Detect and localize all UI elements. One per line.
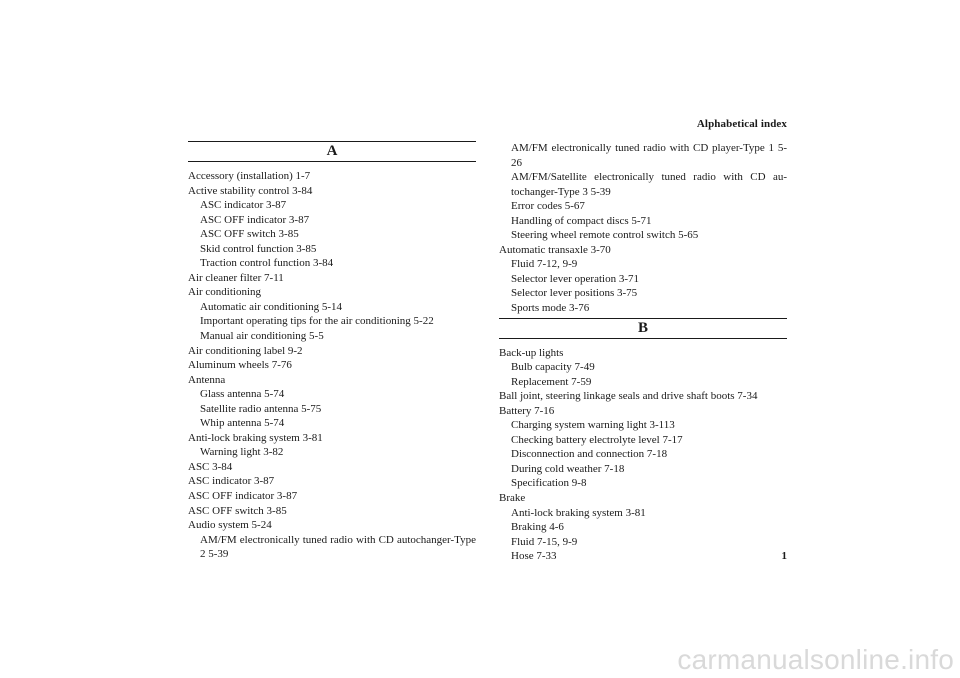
- index-entry: AM/FM electronically tuned radio with CD autochanger-Type 2 5-39: [200, 533, 476, 561]
- index-entry: Air conditioning: [188, 286, 262, 299]
- index-entry: Air cleaner filter 7-11: [188, 271, 284, 284]
- index-column-right: [499, 141, 787, 564]
- index-entry: ASC OFF switch 3-85: [200, 228, 299, 241]
- index-entry: Anti-lock braking system 3-81: [188, 431, 323, 444]
- index-entry: Brake: [499, 492, 526, 505]
- index-entry-list: [188, 169, 476, 562]
- index-entry: Aluminum wheels 7-76: [188, 359, 292, 372]
- index-entry: AM/FM electronically tuned radio with CD player-Type 1 5-26: [511, 142, 787, 169]
- index-entry-list: [499, 346, 787, 564]
- index-entry: Fluid 7-15, 9-9: [511, 535, 578, 548]
- index-entry: Hose 7-33: [511, 550, 557, 563]
- index-entry: Automatic transaxle 3-70: [499, 243, 611, 256]
- index-entry: Braking 4-6: [511, 521, 564, 534]
- index-entry: ASC indicator 3-87: [200, 199, 287, 212]
- section-heading-a: A: [188, 141, 476, 162]
- index-entry: Active stability control 3-84: [188, 184, 313, 197]
- index-entry: Automatic air conditioning 5-14: [200, 300, 343, 313]
- index-entry: Warning light 3-82: [200, 446, 284, 459]
- index-entry: Selector lever operation 3-71: [511, 272, 639, 285]
- index-entry: Sports mode 3-76: [511, 302, 590, 315]
- index-entry: ASC OFF indicator 3-87: [188, 490, 298, 503]
- index-entry: Traction control function 3-84: [200, 257, 334, 270]
- index-entry: Steering wheel remote control switch 5-65: [511, 229, 699, 242]
- index-entry: Antenna: [188, 373, 226, 386]
- index-entry: Disconnection and connection 7-18: [511, 448, 668, 461]
- index-entry: Ball joint, steering linkage seals and drive shaft boots 7-34: [499, 390, 758, 403]
- index-entry: Audio system 5-24: [188, 519, 272, 532]
- index-entry: ASC OFF indicator 3-87: [200, 213, 310, 226]
- index-entry: Anti-lock braking system 3-81: [511, 506, 646, 519]
- index-entry-list-continued: [499, 141, 787, 316]
- index-entry: ASC 3-84: [188, 460, 233, 473]
- index-entry: Air conditioning label 9-2: [188, 344, 303, 357]
- page-number: 1: [781, 550, 787, 562]
- index-entry: Replacement 7-59: [511, 375, 592, 388]
- index-entry: Back-up lights: [499, 346, 564, 359]
- index-entry: Bulb capacity 7-49: [511, 361, 595, 374]
- index-entry: Skid control function 3-85: [200, 242, 317, 255]
- running-header: Alphabetical index: [696, 118, 787, 130]
- index-entry: Error codes 5-67: [511, 200, 585, 213]
- index-entry: Glass antenna 5-74: [200, 388, 285, 401]
- index-entry: Selector lever positions 3-75: [511, 287, 638, 300]
- index-column-left: [188, 141, 476, 562]
- index-entry: Charging system warning light 3-113: [511, 419, 675, 432]
- index-entry: Battery 7-16: [499, 404, 555, 417]
- index-entry: Important operating tips for the air conditioning 5-22: [200, 315, 434, 328]
- index-entry: Specification 9-8: [511, 477, 587, 490]
- index-entry: Manual air conditioning 5-5: [200, 330, 324, 343]
- index-entry: Fluid 7-12, 9-9: [511, 258, 578, 271]
- index-entry: AM/FM/Satellite electronically tuned radio with CD au-tochanger-Type 3 5-39: [511, 171, 787, 198]
- index-entry: ASC indicator 3-87: [188, 475, 275, 488]
- index-entry: Whip antenna 5-74: [200, 417, 285, 430]
- index-entry: ASC OFF switch 3-85: [188, 504, 287, 517]
- index-entry: Checking battery electrolyte level 7-17: [511, 433, 683, 446]
- index-entry: Handling of compact discs 5-71: [511, 214, 652, 227]
- index-entry: During cold weather 7-18: [511, 462, 625, 475]
- index-entry: Accessory (installation) 1-7: [188, 170, 311, 182]
- watermark: carmanualsonline.info: [677, 644, 954, 675]
- index-entry: Satellite radio antenna 5-75: [200, 402, 322, 415]
- section-heading-b: B: [499, 318, 787, 339]
